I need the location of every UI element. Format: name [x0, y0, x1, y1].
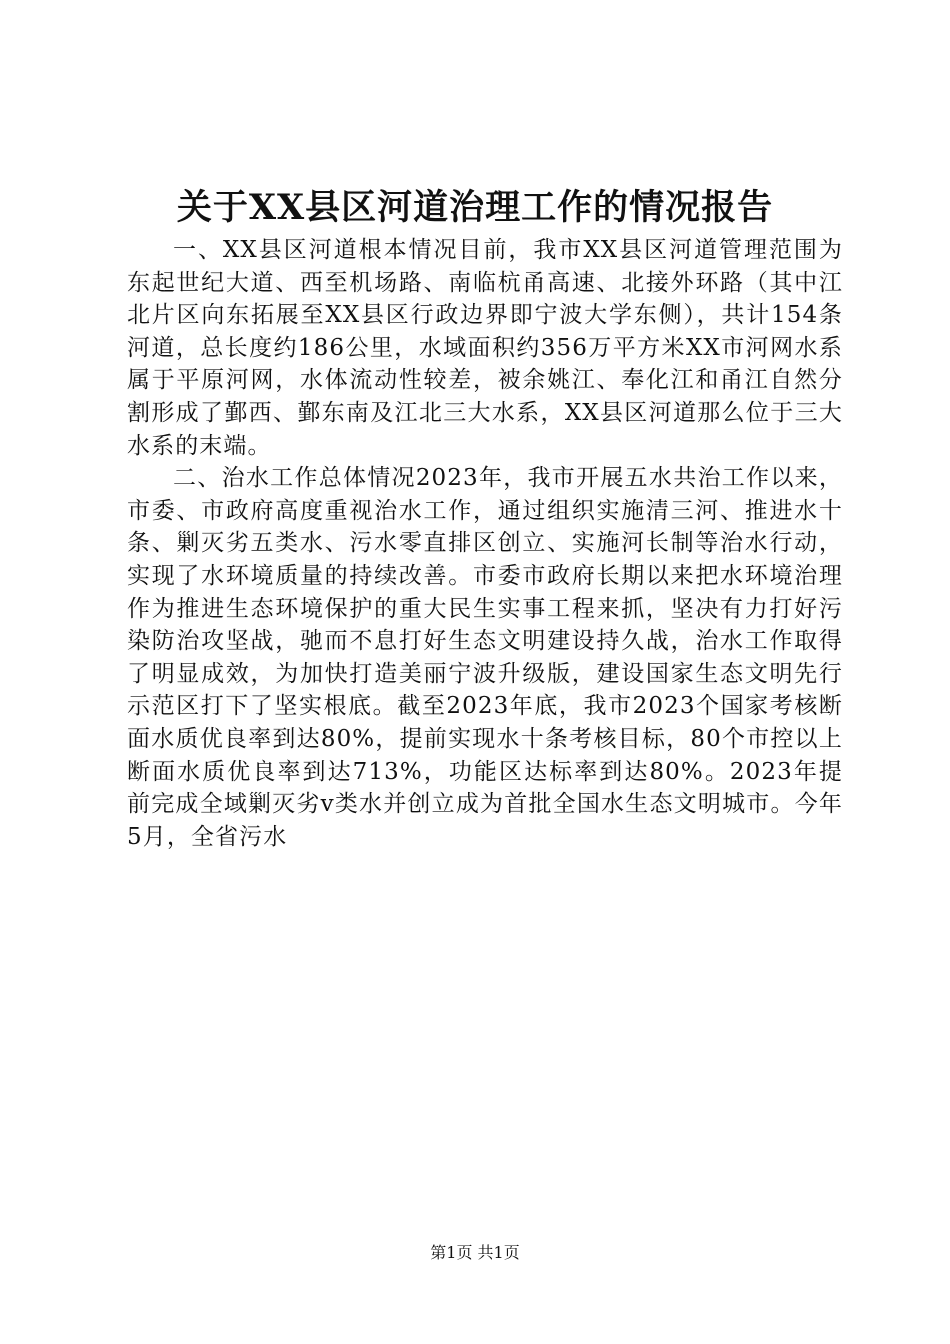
page-footer: 第1页 共1页 [430, 1243, 520, 1262]
paragraph-river-overview: 一、XX县区河道根本情况目前，我市XX县区河道管理范围为东起世纪大道、西至机场路、南临杭甬高速、北接外环路（其中江北片区向东拓展至XX县区行政边界即宁波大学东侧），共计154条河道，总长度约186公里，水域面积约356万平方米XX市河网水系属于平原河网，水体流动性较差，被余姚江、奉化江和甬江自然分割形成了鄞西、鄞东南及江北三大水系，XX县区河道那么位于三大水系的末端。 [127, 237, 843, 459]
document-title: 关于XX县区河道治理工作的情况报告 [176, 187, 774, 228]
paragraph-water-governance: 二、治水工作总体情况2023年，我市开展五水共治工作以来，市委、市政府高度重视治水工作，通过组织实施清三河、推进水十条、剿灭劣五类水、污水零直排区创立、实施河长制等治水行动，实现了水环境质量的持续改善。市委市政府长期以来把水环境治理作为推进生态环境保护的重大民生实事工程来抓，坚决有力打好污染防治攻坚战，驰而不息打好生态文明建设持久战，治水工作取得了明显成效，为加快打造美丽宁波升级版，建设国家生态文明先行示范区打下了坚实根底。截至2023年底，我市2023个国家考核断面水质优良率到达80%，提前实现水十条考核目标，80个市控以上断面水质优良率到达713%，功能区达标率到达80%。2023年提前完成全域剿灭劣v类水并创立成为首批全国水生态文明城市。今年5月，全省污水 [127, 465, 843, 850]
document-body [127, 234, 843, 853]
